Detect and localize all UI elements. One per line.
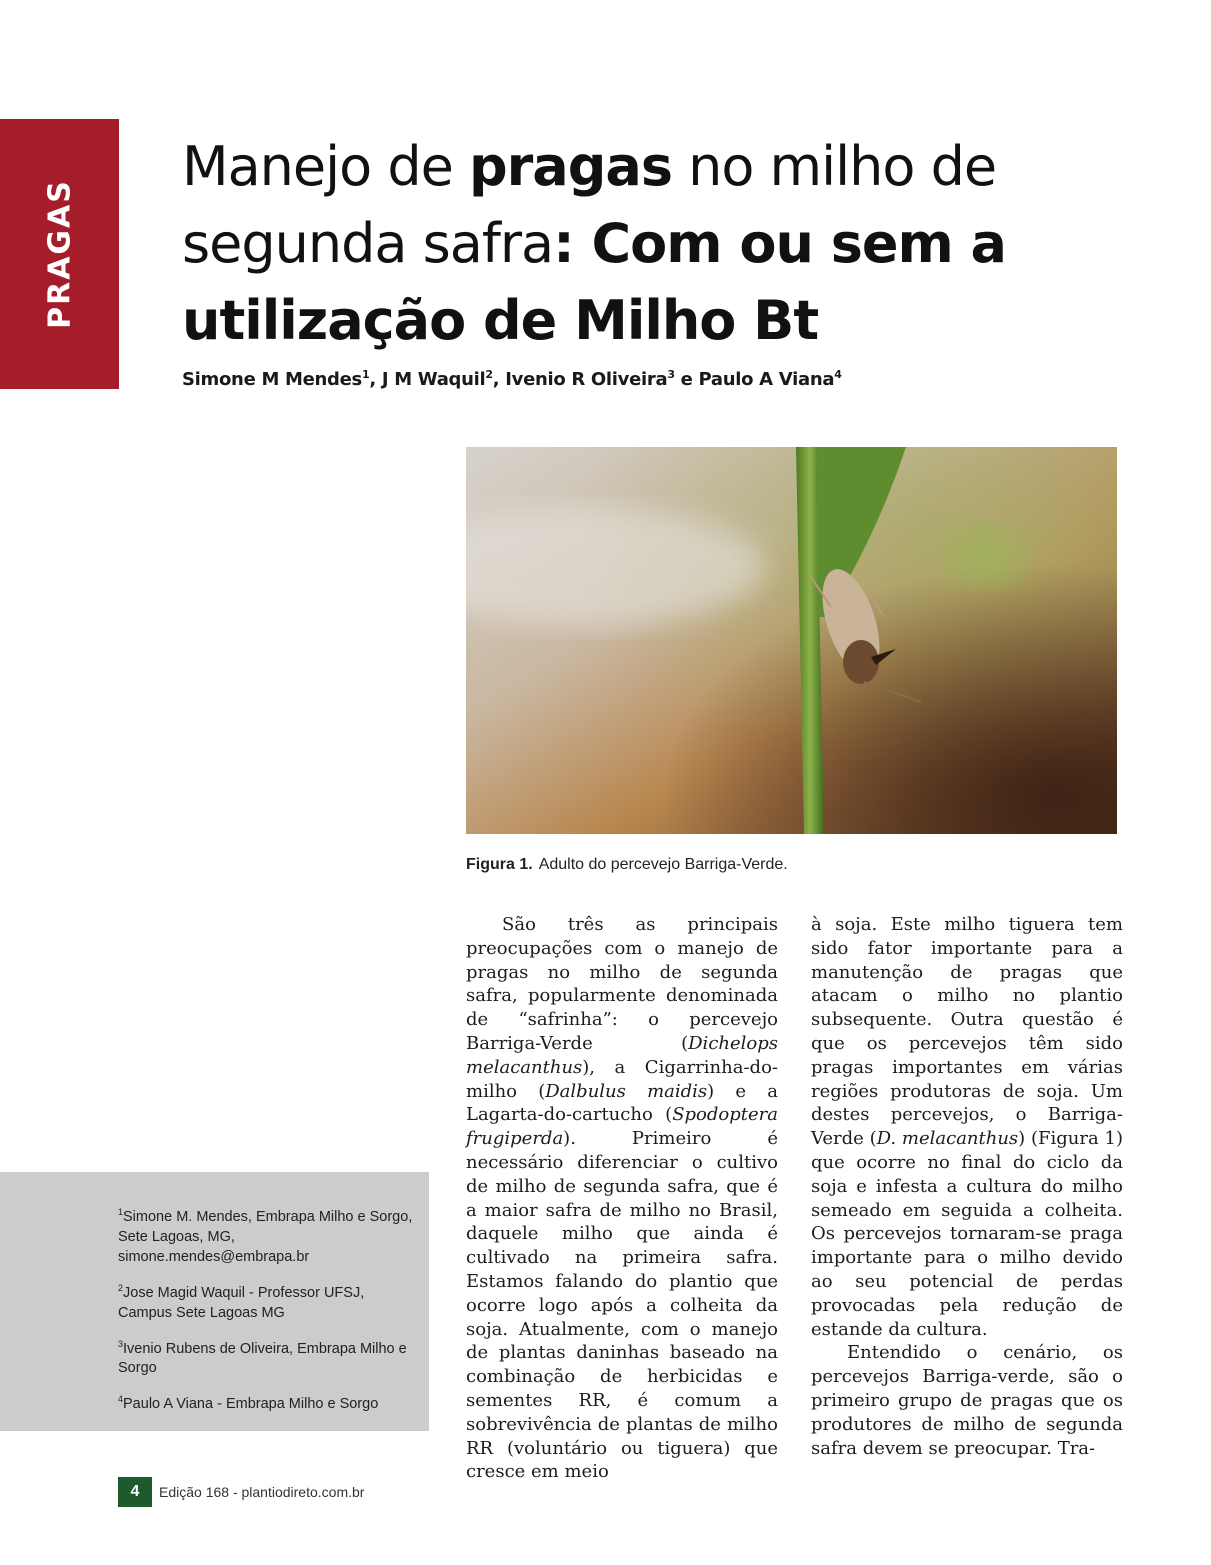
author-3: , Ivenio R Oliveira [492, 369, 668, 390]
section-tab [0, 119, 119, 389]
body-column-2 [811, 913, 1123, 1460]
article-title [182, 128, 1082, 359]
author-footnotes [0, 1172, 429, 1431]
footnote-2 [118, 1278, 418, 1323]
paragraph-2: Entendido o cenário, os percevejos Barriga-verde, são o primeiro grupo de pragas que os produtores de milho de segunda safra devem se preocupar. Tra- [811, 1342, 1123, 1459]
footnote-number: 2 [118, 1282, 124, 1293]
figure-photo [466, 447, 1117, 834]
footer-edition: Edição 168 - plantiodireto.com.br [159, 1484, 365, 1500]
title-part-4: : Com ou sem a utilização de Milho Bt [182, 212, 1006, 352]
species-name: Dalbulus maidis [545, 1080, 708, 1102]
footnote-1 [118, 1202, 418, 1267]
text-run: ). Primeiro é necessário diferenciar o cultivo de milho de segunda safra, que é a maior safra de milho no Brasil, daquele milho que ainda é cultivado na primeira safra. Estamos falando do plantio que ocorre logo após a colheita da soja. Atualmente, com o manejo de plantas daninhas baseado na combinação de herbicidas e sementes RR, é comum a sobrevivência de plantas de milho RR (voluntário ou tiguera) que cresce em meio [466, 1128, 778, 1483]
footnote-text: Ivenio Rubens de Oliveira, Embrapa Milho e Sorgo [118, 1340, 407, 1377]
footnote-text: Paulo A Viana - Embrapa Milho e Sorgo [123, 1396, 379, 1413]
text-run: ), a Cigarrinha-do-milho ( [466, 1056, 778, 1102]
section-label: PRAGAS [42, 179, 77, 329]
species-name: Dichelops melacanthus [466, 1032, 778, 1078]
footnote-number: 4 [118, 1394, 124, 1405]
text-run: à soja. Este milho tiguera tem sido fator importante para a manutenção de pragas que atacam o milho no plantio subsequente. Outra questão é que os percevejos têm sido pragas importantes em várias regiões produtoras de soja. Um destes percevejos, o Barriga-Verde ( [811, 914, 1123, 1150]
page-footer [118, 1477, 364, 1507]
footnote-text: Simone M. Mendes, Embrapa Milho e Sorgo, Sete Lagoas, MG, simone.mendes@embrapa.br [118, 1208, 413, 1265]
text-run: ) (Figura 1) que ocorre no final do ciclo da soja e infesta a cultura do milho semeado em seguida a colheita. Os percevejos tornaram-se praga importante para o milho devido ao seu potencial de perdas provocadas pela redução de estande da cultura. [811, 1128, 1123, 1340]
footnote-number: 1 [118, 1207, 124, 1217]
species-name: Spodoptera frugiperda [466, 1104, 778, 1150]
title-part-2: pragas [469, 135, 672, 198]
footnote-4 [118, 1389, 418, 1414]
author-1: Simone M Mendes [182, 369, 362, 390]
author-3-sup: 3 [667, 368, 675, 381]
footnote-text: Jose Magid Waquil - Professor UFSJ, Campus Sete Lagoas MG [118, 1284, 365, 1321]
figure-caption-text: Adulto do percevejo Barriga-Verde. [538, 856, 788, 873]
body-column-1 [466, 913, 778, 1484]
paragraph-1-cont [811, 913, 1123, 1341]
figure-label: Figura 1. [466, 856, 533, 873]
footnote-number: 3 [118, 1338, 124, 1349]
author-2-sup: 2 [485, 368, 493, 381]
title-part-3: no milho de segunda safra [182, 135, 997, 275]
species-name: D. melacanthus [876, 1128, 1019, 1150]
text-run: ) e a Lagarta-do-cartucho ( [466, 1080, 778, 1126]
page-number: 4 [118, 1477, 152, 1507]
author-line [182, 368, 982, 390]
text-run: São três as principais preocupações com o manejo de pragas no milho de segunda safra, popularmente denominada de “safrinha”: o percevejo Barriga-Verde ( [466, 914, 778, 1054]
author-4: e Paulo A Viana [674, 369, 835, 390]
paragraph-1 [466, 913, 778, 1484]
author-4-sup: 4 [834, 368, 842, 381]
footnote-3 [118, 1334, 418, 1379]
title-part-1: Manejo de [182, 135, 469, 198]
author-2: , J M Waquil [369, 369, 486, 390]
figure-caption [466, 856, 1116, 874]
author-1-sup: 1 [361, 368, 370, 381]
